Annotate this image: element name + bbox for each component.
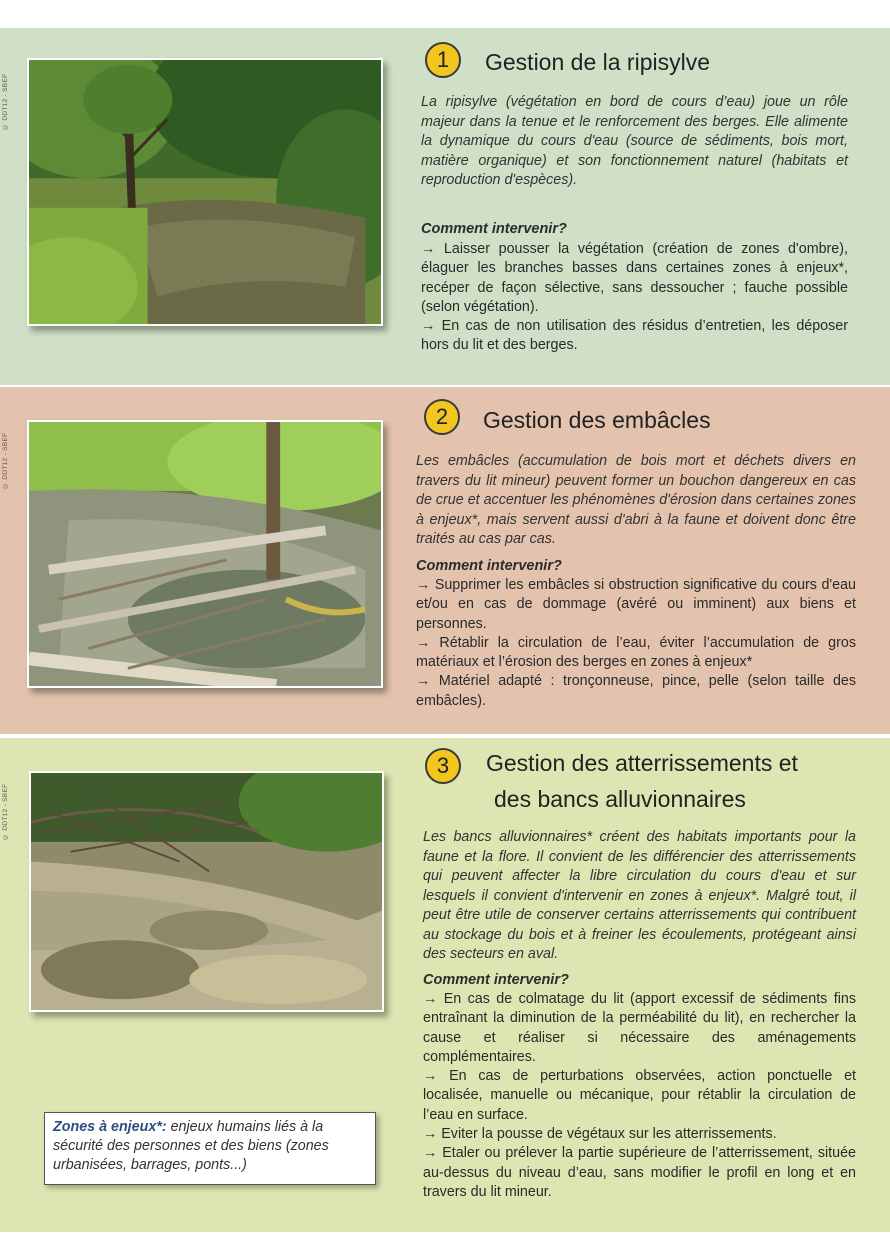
section-intro: La ripisylve (végétation en bord de cours d’eau) joue un rôle majeur dans la tenue et le renforcement des berges. Elle alimente la dynamique du cours d'eau (source de sédiments, bois mort, matière organique) et son fonctionnement naturel (habitats et reproduction d'espèces). [421, 94, 848, 188]
note-label: Zones à enjeux*: [53, 1119, 167, 1135]
action-item: → Rétablir la circulation de l’eau, éviter l’accumulation de gros matériaux et l’érosion des berges en zones à enjeux* [416, 634, 856, 671]
action-item: → Laisser pousser la végétation (création de zones d'ombre), élaguer les branches basses dans certaines zones à enjeux*, recéper de façon sélective, sans dessoucher ; fauche possible (selon végétation). [421, 241, 848, 315]
definition-note [44, 1112, 376, 1185]
section-number-badge: 3 [425, 748, 461, 784]
section-intro: Les embâcles (accumulation de bois mort et déchets divers en travers du lit mineur) peuvent former un bouchon dangereux en cas de crue et accentuer les phénomènes d'érosion dans certaines zones à enjeux*, mais servent aussi d'abri à la faune et doivent donc être traités au cas par cas. [416, 453, 856, 547]
section-title: Gestion des atterrissements et [486, 750, 798, 776]
section-number-badge: 1 [425, 42, 461, 78]
action-item: → Etaler ou prélever la partie supérieure de l’atterrissement, située au-dessus du niveau d’eau, sans modifier le profil en long et en travers du lit mineur. [423, 1145, 856, 1200]
action-item: → Matériel adapté : tronçonneuse, pince, pelle (selon taille des embâcles). [416, 673, 856, 709]
action-item: → En cas de non utilisation des résidus d’entretien, les déposer hors du lit et des berges. [421, 318, 848, 354]
photo-credit: © DDT12 - SBEF [2, 73, 9, 130]
note-text: enjeux humains liés à la sécurité des personnes et des biens (zones urbanisées, barrages, ponts...) [53, 1119, 329, 1173]
section-title: Gestion des embâcles [483, 407, 711, 433]
photo-atterrissements [29, 771, 384, 1012]
section-intro: Les bancs alluvionnaires* créent des habitats importants pour la faune et la flore. Il convient de les différencier des atterrissements qui peuvent affecter la libre circulation du cours d'eau et sur lesquels il convient d'intervenir en zones à enjeux*. Malgré tout, il peut être utile de conserver certains atterrissements qui contribuent au stockage du bois et à freiner les écoulements, protégeant ainsi des secteurs en aval. [423, 829, 856, 962]
section-atterrissements [0, 738, 890, 1232]
action-list [423, 990, 856, 1202]
section-title: Gestion de la ripisylve [485, 49, 710, 75]
photo-credit: © DDT12 - SBEF [2, 783, 9, 840]
action-list [421, 240, 848, 356]
section-embacles [0, 387, 890, 734]
how-to-heading: Comment intervenir? [416, 558, 562, 574]
action-list [416, 576, 856, 711]
section-number-badge: 2 [424, 399, 460, 435]
action-item: → En cas de perturbations observées, action ponctuelle et localisée, manuelle ou mécanique, pour rétablir la circulation de l’eau en surface. [423, 1068, 856, 1123]
photo-embacles [27, 420, 383, 688]
photo-credit: © DDT12 - SBEF [2, 432, 9, 489]
action-item: → Eviter la pousse de végétaux sur les atterrissements. [423, 1126, 777, 1143]
section-title-line2: des bancs alluvionnaires [494, 786, 746, 812]
action-item: → Supprimer les embâcles si obstruction significative du cours d'eau et/ou en cas de dommage (avéré ou imminent) aux biens et personnes. [416, 577, 856, 632]
action-item: → En cas de colmatage du lit (apport excessif de sédiments fins entraînant la diminution de la perméabilité du lit), en rechercher la cause et réaliser si nécessaire des aménagements complémentaires. [423, 991, 856, 1065]
section-ripisylve [0, 28, 890, 385]
photo-ripisylve [27, 58, 383, 326]
how-to-heading: Comment intervenir? [421, 221, 567, 237]
how-to-heading: Comment intervenir? [423, 972, 569, 988]
